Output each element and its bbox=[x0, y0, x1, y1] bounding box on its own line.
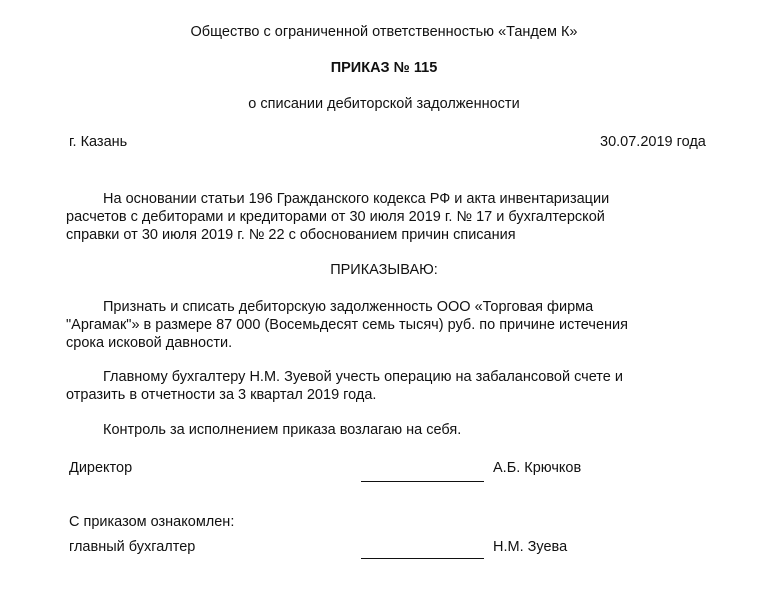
decision-line: Признать и списать дебиторскую задолженность ООО «Торговая фирма bbox=[103, 299, 594, 315]
basis-line: расчетов с дебиторами и кредиторами от 30 июля 2019 г. № 17 и бухгалтерской bbox=[66, 209, 605, 225]
instruction-paragraph bbox=[66, 368, 666, 404]
order-subject: о списании дебиторской задолженности bbox=[248, 96, 520, 112]
control-paragraph bbox=[66, 421, 666, 439]
accountant-signature-line bbox=[361, 558, 484, 559]
director-label: Директор bbox=[69, 460, 133, 476]
director-name: А.Б. Крючков bbox=[493, 460, 582, 476]
basis-line: На основании статьи 196 Гражданского кодекса РФ и акта инвентаризации bbox=[103, 191, 610, 207]
organization-name: Общество с ограниченной ответственностью «Тандем К» bbox=[190, 24, 578, 40]
order-date: 30.07.2019 года bbox=[600, 134, 706, 150]
decision-line: срока исковой давности. bbox=[66, 335, 233, 351]
basis-paragraph bbox=[66, 190, 666, 244]
city: г. Казань bbox=[69, 134, 128, 150]
director-signature-line bbox=[361, 481, 484, 482]
order-word: ПРИКАЗЫВАЮ: bbox=[330, 262, 438, 278]
acquainted-label: С приказом ознакомлен: bbox=[69, 514, 235, 530]
accountant-label: главный бухгалтер bbox=[69, 539, 196, 555]
basis-line: справки от 30 июля 2019 г. № 22 с обоснованием причин списания bbox=[66, 227, 516, 243]
accountant-name: Н.М. Зуева bbox=[493, 539, 568, 555]
instruction-line: отразить в отчетности за 3 квартал 2019 года. bbox=[66, 387, 377, 403]
control-line: Контроль за исполнением приказа возлагаю на себя. bbox=[103, 422, 462, 438]
decision-line: "Аргамак"» в размере 87 000 (Восемьдесят семь тысяч) руб. по причине истечения bbox=[66, 317, 628, 333]
order-title: ПРИКАЗ № 115 bbox=[330, 60, 438, 76]
instruction-line: Главному бухгалтеру Н.М. Зуевой учесть операцию на забалансовой счете и bbox=[103, 369, 623, 385]
decision-paragraph bbox=[66, 298, 666, 352]
